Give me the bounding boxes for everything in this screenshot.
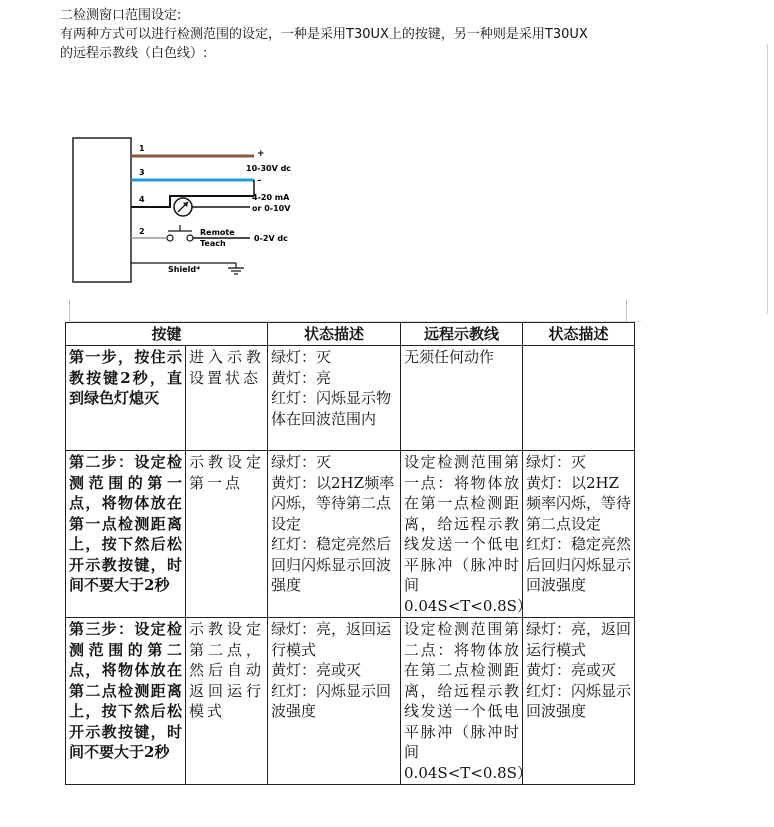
table-row xyxy=(66,451,635,618)
sensor-body xyxy=(73,138,131,282)
step-cell: 第三步：设定检测范围的第二点，将物体放在第二点检测距离上，按下然后松开示教按键，时间不要大于2秒 xyxy=(66,618,186,785)
teach-label: Teach xyxy=(200,239,226,248)
header-remote-status: 状态描述 xyxy=(523,323,635,346)
step-cell: 第一步，按住示教按键2秒，直到绿色灯熄灭 xyxy=(66,346,186,451)
header-remote: 远程示教线 xyxy=(401,323,523,346)
mode-cell: 进入示教设置状态 xyxy=(186,346,268,451)
intro-line-1: 有两种方式可以进行检测范围的设定，一种是采用T30UX上的按键，另一种则是采用T30UX xyxy=(60,27,588,42)
remote-cell: 设定检测范围第一点：将物体放在第一点检测距离，给远程示教线发送一个低电平脉冲（脉冲时间0.04S<T<0.8S） xyxy=(401,451,523,618)
minus-label: – xyxy=(257,176,262,186)
output-label-1: 4-20 mA xyxy=(252,193,290,202)
teach-steps-table xyxy=(65,322,635,785)
wire-4-number: 4 xyxy=(139,195,145,204)
remote-status-cell xyxy=(523,346,635,451)
header-status: 状态描述 xyxy=(268,323,401,346)
supply-label: 10-30V dc xyxy=(246,164,292,173)
status-cell: 绿灯：灭 黄灯：亮 红灯：闪烁显示物体在回波范围内 xyxy=(268,346,401,451)
mode-cell: 示教设定第二点，然后自动返回运行模式 xyxy=(186,618,268,785)
remote-status-cell: 绿灯：灭 黄灯：以2HZ频率闪烁，等待第二点设定 红灯：稳定亮然后回归闪烁显示回波强度 xyxy=(523,451,635,618)
remote-label: Remote xyxy=(200,228,235,237)
wire-3-number: 3 xyxy=(139,168,145,177)
section-heading: 二检测窗口范围设定: xyxy=(60,8,182,23)
table-row xyxy=(66,618,635,785)
wire-2-number: 2 xyxy=(139,227,145,236)
plus-label: + xyxy=(257,149,265,159)
remote-cell: 设定检测范围第二点：将物体放在第二点检测距离，给远程示教线发送一个低电平脉冲（脉冲时间0.04S<T<0.8S） xyxy=(401,618,523,785)
remote-cell: 无须任何动作 xyxy=(401,346,523,451)
remote-status-cell: 绿灯：亮，返回运行模式 黄灯：亮或灭 红灯：闪烁显示回波强度 xyxy=(523,618,635,785)
margin-guide-left xyxy=(69,300,70,322)
step-cell: 第二步：设定检测范围的第一点，将物体放在第一点检测距离上，按下然后松开示教按键，时间不要大于2秒 xyxy=(66,451,186,618)
wire-1-number: 1 xyxy=(139,144,145,153)
intro-line-2: 的远程示教线（白色线）: xyxy=(60,46,208,61)
shield-label: Shield* xyxy=(168,265,201,274)
mode-cell: 示教设定第一点 xyxy=(186,451,268,618)
status-cell: 绿灯：亮，返回运行模式 黄灯：亮或灭 红灯：闪烁显示回波强度 xyxy=(268,618,401,785)
wiring-diagram xyxy=(0,0,774,300)
margin-guide-right xyxy=(626,300,627,322)
teach-voltage-label: 0-2V dc xyxy=(254,234,288,243)
status-cell: 绿灯：灭 黄灯：以2HZ频率闪烁，等待第二点设定 红灯：稳定亮然后回归闪烁显示回波强度 xyxy=(268,451,401,618)
output-label-2: or 0-10V xyxy=(252,204,291,213)
table-row xyxy=(66,346,635,451)
ground-icon xyxy=(228,263,244,274)
header-button: 按键 xyxy=(66,323,268,346)
table-header-row xyxy=(66,323,635,346)
